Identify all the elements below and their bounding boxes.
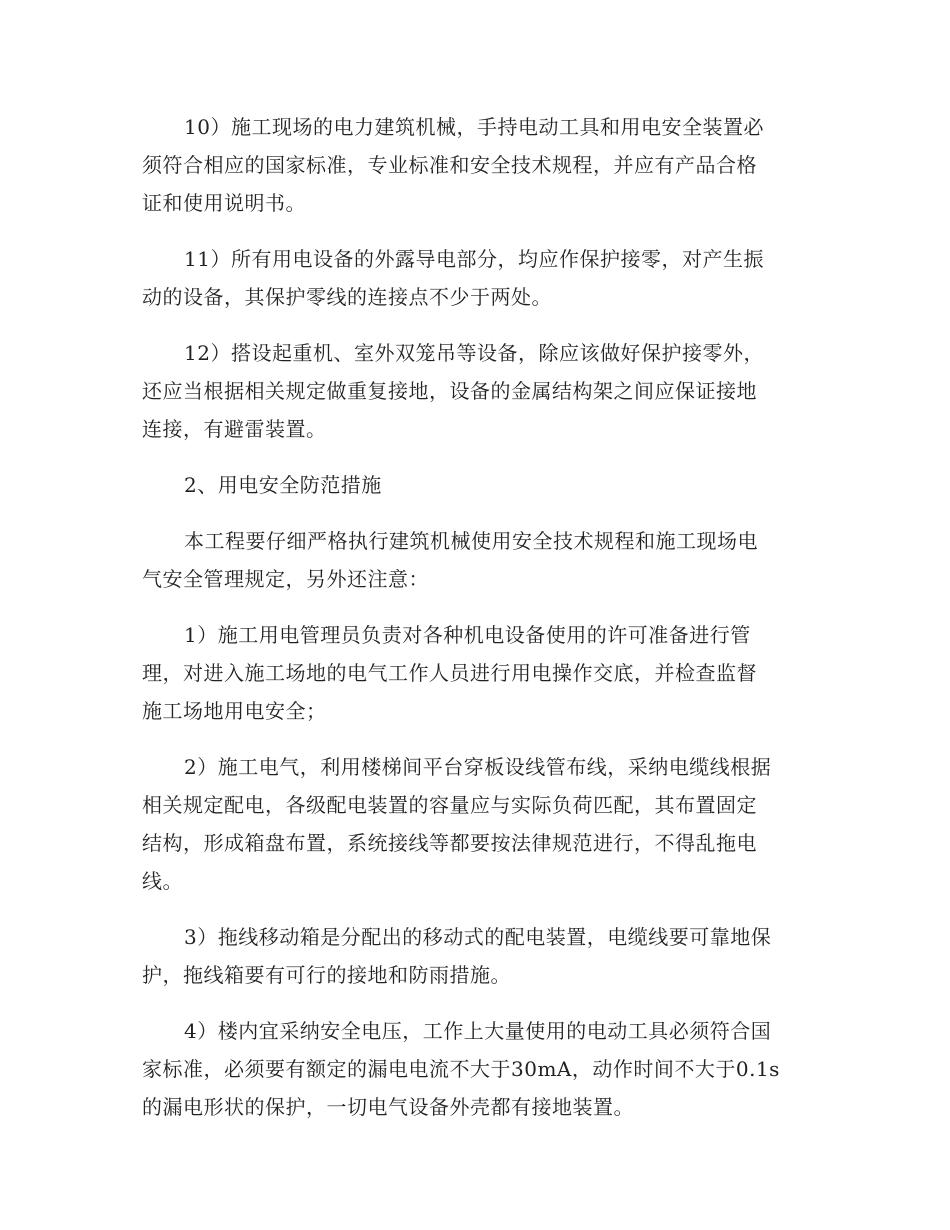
text-line: 4）楼内宜采纳安全电压，工作上大量使用的电动工具必须符合国: [184, 1019, 772, 1043]
paragraph-item-1: [142, 616, 812, 730]
text-line: 相关规定配电，各级配电装置的容量应与实际负荷匹配，其布置固定: [142, 793, 757, 817]
paragraph-item-4: [142, 1012, 812, 1126]
section-heading-text: 2、用电安全防范措施: [184, 473, 382, 497]
paragraph-11: [142, 240, 812, 316]
text-line: 须符合相应的国家标准，专业标准和安全技术规程，并应有产品合格: [142, 153, 757, 177]
text-line: 11）所有用电设备的外露导电部分，均应作保护接零，对产生振: [184, 247, 764, 271]
text-line: 2）施工电气，利用楼梯间平台穿板设线管布线，采纳电缆线根据: [184, 755, 772, 779]
intro-paragraph: [142, 522, 812, 598]
text-line: 证和使用说明书。: [142, 191, 306, 215]
text-line: 10）施工现场的电力建筑机械，手持电动工具和用电安全装置必: [184, 115, 764, 139]
text-line: 结构，形成箱盘布置，系统接线等都要按法律规范进行，不得乱拖电: [142, 831, 757, 855]
text-line: 3）拖线移动箱是分配出的移动式的配电装置，电缆线要可靠地保: [184, 925, 772, 949]
text-line: 连接，有避雷装置。: [142, 417, 327, 441]
section-heading: [142, 466, 812, 504]
text-line: 理，对进入施工场地的电气工作人员进行用电操作交底，并检查监督: [142, 661, 757, 685]
text-line: 还应当根据相关规定做重复接地，设备的金属结构架之间应保证接地: [142, 379, 757, 403]
paragraph-item-2: [142, 748, 812, 900]
text-line: 1）施工用电管理员负责对各种机电设备使用的许可准备进行管: [184, 623, 751, 647]
paragraph-10: [142, 108, 812, 222]
text-line: 施工场地用电安全；: [142, 699, 327, 723]
text-line: 线。: [142, 869, 183, 893]
text-line: 气安全管理规定，另外还注意：: [142, 567, 429, 591]
text-line: 本工程要仔细严格执行建筑机械使用安全技术规程和施工现场电: [184, 529, 758, 553]
paragraph-12: [142, 334, 812, 448]
document-page: [142, 108, 812, 1144]
text-line: 护，拖线箱要有可行的接地和防雨措施。: [142, 963, 511, 987]
paragraph-item-3: [142, 918, 812, 994]
text-line: 12）搭设起重机、室外双笼吊等设备，除应该做好保护接零外，: [184, 341, 764, 365]
text-line: 家标准，必须要有额定的漏电电流不大于30mA，动作时间不大于0.1s: [142, 1057, 780, 1081]
text-line: 动的设备，其保护零线的连接点不少于两处。: [142, 285, 552, 309]
text-line: 的漏电形状的保护，一切电气设备外壳都有接地装置。: [142, 1095, 634, 1119]
